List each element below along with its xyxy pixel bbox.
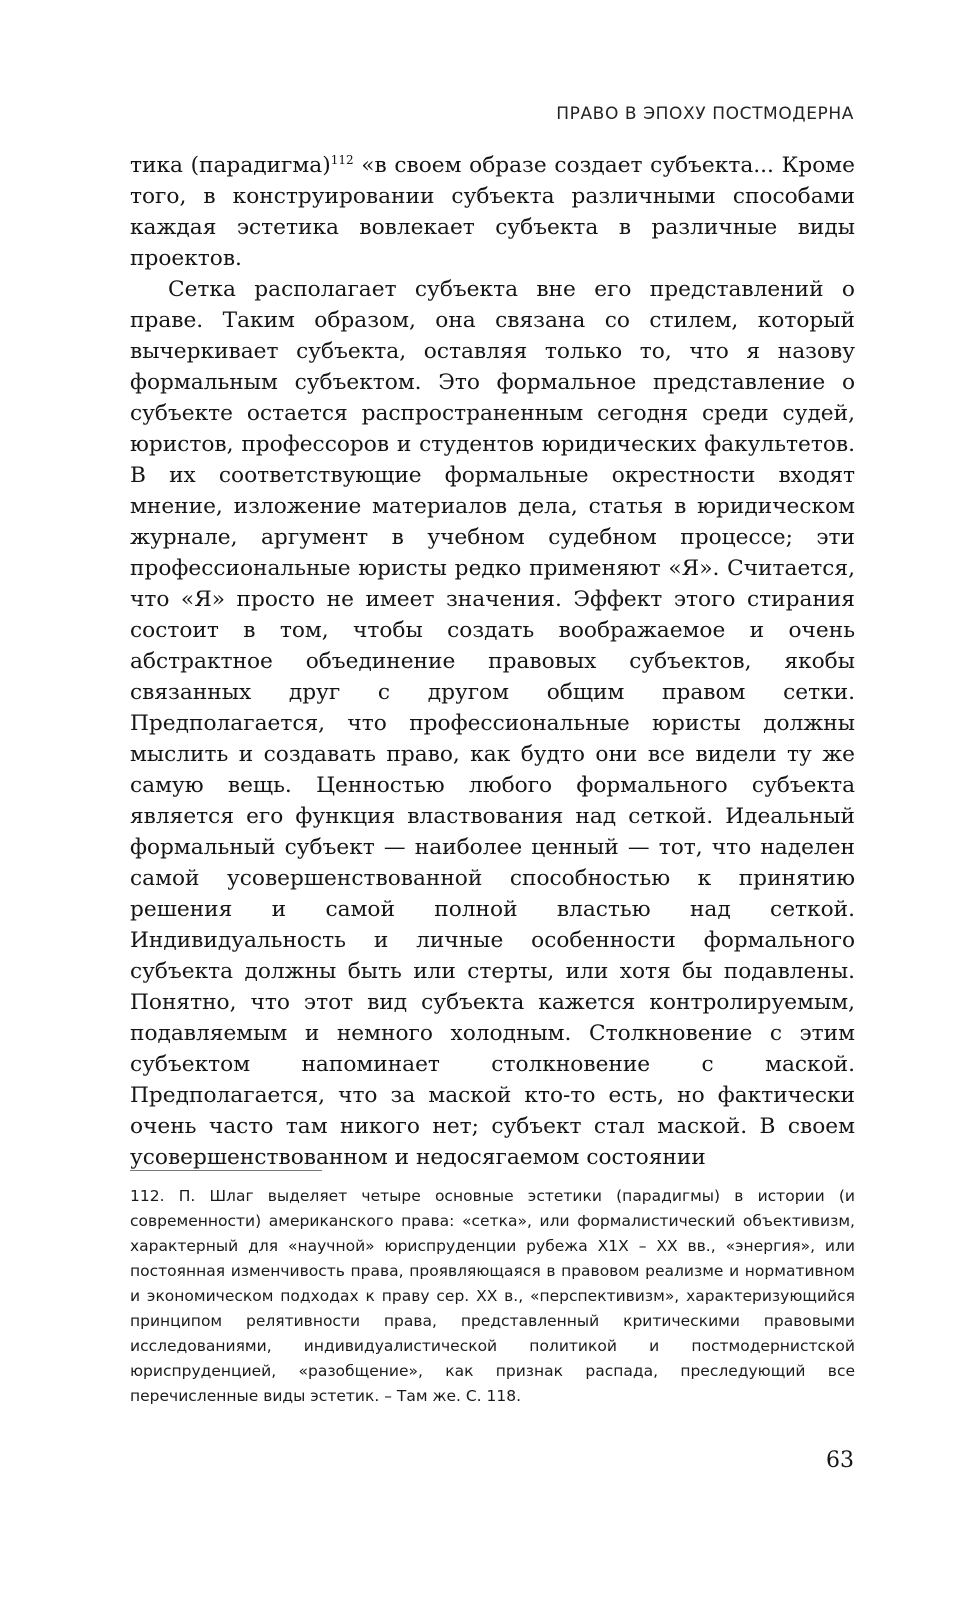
paragraph-1 [130, 150, 855, 274]
footnote-112: 112. П. Шлаг выделяет четыре основные эстетики (парадигмы) в истории (и современности) американского права: «сетка», или формалистический объективизм, характерный для «научной» юриспруденции рубежа X1X – XX вв., «энергия», или постоянная изменчивость права, проявляющаяся в правовом реализме и нормативном и экономическом подходах к праву сер. XX в., «перспективизм», характеризующийся принципом релятивности права, представленный критическими правовыми исследованиями, индивидуалистической политикой и постмодернистской юриспруденцией, «разобщение», как признак распада, преследующий все перечисленные виды эстетик. – Там же. С. 118. [130, 1187, 855, 1405]
page-number: 63 [826, 1448, 854, 1473]
paragraph-1-rest: «в своем образе создает субъекта... Кроме того, в конструировании субъекта различными способами каждая эстетика вовлекает субъекта в различные виды проектов. [130, 153, 856, 271]
footnote-reference: 112 [330, 152, 354, 167]
main-text [130, 150, 855, 1173]
footnote-separator [130, 1170, 322, 1171]
paragraph-2: Сетка располагает субъекта вне его представлений о праве. Таким образом, она связана со стилем, который вычеркивает субъекта, оставляя только то, что я назову формальным субъектом. Это формальное представление о субъекте остается распространенным сегодня среди судей, юристов, профессоров и студентов юридических факультетов. В их соответствующие формальные окрестности входят мнение, изложение материалов дела, статья в юридическом журнале, аргумент в учебном судебном процессе; эти профессиональные юристы редко применяют «Я». Считается, что «Я» просто не имеет значения. Эффект этого стирания состоит в том, чтобы создать воображаемое и очень абстрактное объединение правовых субъектов, якобы связанных друг с другом общим правом сетки. Предполагается, что профессиональные юристы должны мыслить и создавать право, как будто они все видели ту же самую вещь. Ценностью любого формального субъекта является его функция властвования над сеткой. Идеальный формальный субъект — наиболее ценный — тот, что наделен самой усовершенствованной способностью к принятию решения и самой полной властью над сеткой. Индивидуальность и личные особенности формального субъекта должны быть или стерты, или хотя бы подавлены. Понятно, что этот вид субъекта кажется контролируемым, подавляемым и немного холодным. Столкновение с этим субъектом напоминает столкновение с маской. Предполагается, что за маской кто-то есть, но фактически очень часто там никого нет; субъект стал маской. В своем усовершенствованном и недосягаемом состоянии [130, 277, 855, 1170]
paragraph-1-start: тика (парадигма) [130, 153, 331, 178]
running-head: ПРАВО В ЭПОХУ ПОСТМОДЕРНА [556, 104, 854, 124]
